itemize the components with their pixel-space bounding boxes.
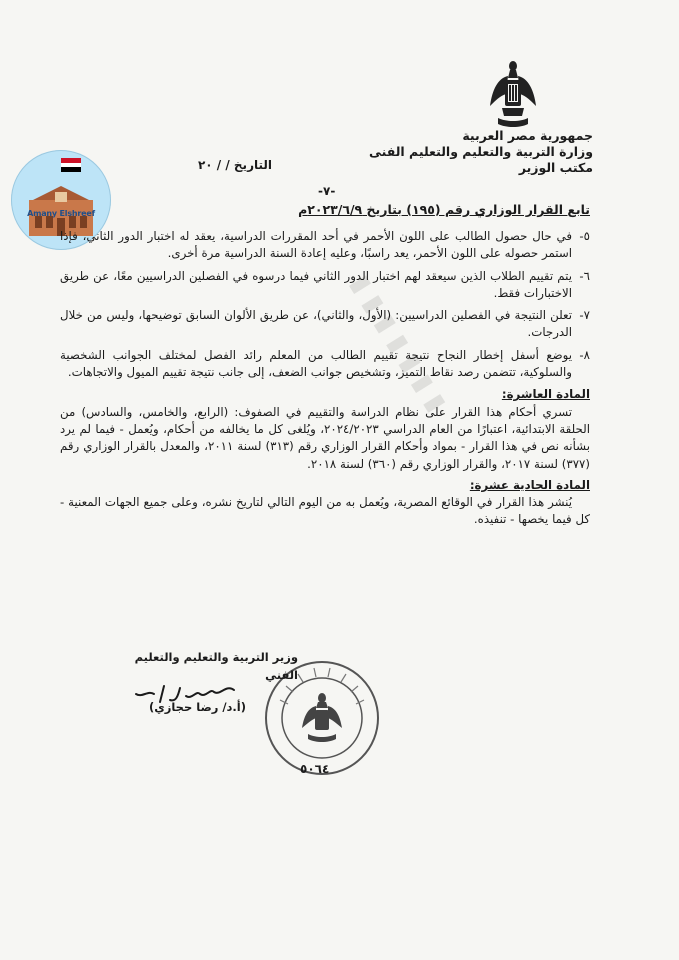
list-item: ٨- يوضع أسفل إخطار النجاح نتيجة تقييم الطالب من المعلم رائد الفصل لمختلف الجوانب الشخصية والسلوكية، تتضمن رصد نقاط التميز، وتشخيص جوانب الضعف، إلى جانب نتيجة تقييم الميول والاتجاهات. bbox=[60, 347, 590, 380]
decree-subtitle: تابع القرار الوزاري رقم (١٩٥) بتاريخ ٢٠٢٣/٦/٩م bbox=[298, 202, 590, 217]
list-item: ٧- تعلن النتيجة في الفصلين الدراسيين: (الأول، والثاني)، عن طريق الألوان السابق توضيحها، وليس من خلال الدرجات. bbox=[60, 308, 590, 340]
logo-name: Amany Elshreef bbox=[27, 209, 95, 218]
header-ministry: وزارة التربية والتعليم والتعليم الفنى bbox=[368, 144, 593, 159]
header-office: مكتب الوزير bbox=[518, 160, 593, 175]
date-label: التاريخ / / ٢٠ bbox=[197, 158, 272, 172]
signatory-title: وزير التربية والتعليم والتعليم الفني bbox=[134, 650, 298, 682]
article-11-text: يُنشر هذا القرار في الوقائع المصرية، ويُعمل به من اليوم التالي لتاريخ نشره، وعلى جميع الجهات المعنية - كل فيما يخصها - تنفيذه. bbox=[60, 495, 590, 527]
eagle-emblem-icon bbox=[488, 56, 538, 134]
header-country: جمهورية مصر العربية bbox=[462, 128, 593, 143]
egypt-flag-icon bbox=[61, 158, 81, 172]
faint-watermark-stamp: ▮ ▮ ▮ ▮ ▮ ▮ ▮ bbox=[344, 270, 452, 417]
stamp-number: ٥٠٦٤ bbox=[300, 762, 330, 776]
article-11-heading: المادة الحادية عشرة: bbox=[469, 477, 590, 492]
article-10-text: تسري أحكام هذا القرار على نظام الدراسة والتقييم في الصفوف: (الرابع، والخامس، والسادس) من الحلقة الابتدائية، اعتبارًا من العام الدراسي ٢٠٢٤/٢٠٢٣، ويُلغى كل ما يخالفه من أحكام، ويُعمل - فيما لم يرد بشأنه نص في هذا القرار - بمواد وأحكام القرار الوزاري رقم (٣١٣) لسنة ٢٠١١، والمعدل بالقرار الوزاري رقم (٣٧٧) لسنة ٢٠١٧، والقرار الوزاري رقم (٣٦٠) لسنة ٢٠١٨. bbox=[60, 404, 591, 471]
signatory-name: (أ.د/ رضا حجازي) bbox=[148, 700, 246, 714]
list-item: ٦- يتم تقييم الطلاب الذين سيعقد لهم اختبار الدور الثاني فيما درسوه في الفصلين الدراسيين معًا، عن طريق الاختبارات فقط. bbox=[60, 268, 590, 300]
decree-body bbox=[60, 228, 590, 533]
article-10-heading: المادة العاشرة: bbox=[501, 387, 590, 402]
ministry-header bbox=[363, 128, 593, 176]
page-number: -٧- bbox=[318, 184, 336, 198]
list-item: ٥- في حال حصول الطالب على اللون الأحمر في أحد المقررات الدراسية، يعقد له اختبار الدور الثاني، فإذا استمر حصوله على اللون الأحمر، يعد راسبًا، وعليه إعادة السنة الدراسية مرة أخرى. bbox=[60, 229, 590, 261]
